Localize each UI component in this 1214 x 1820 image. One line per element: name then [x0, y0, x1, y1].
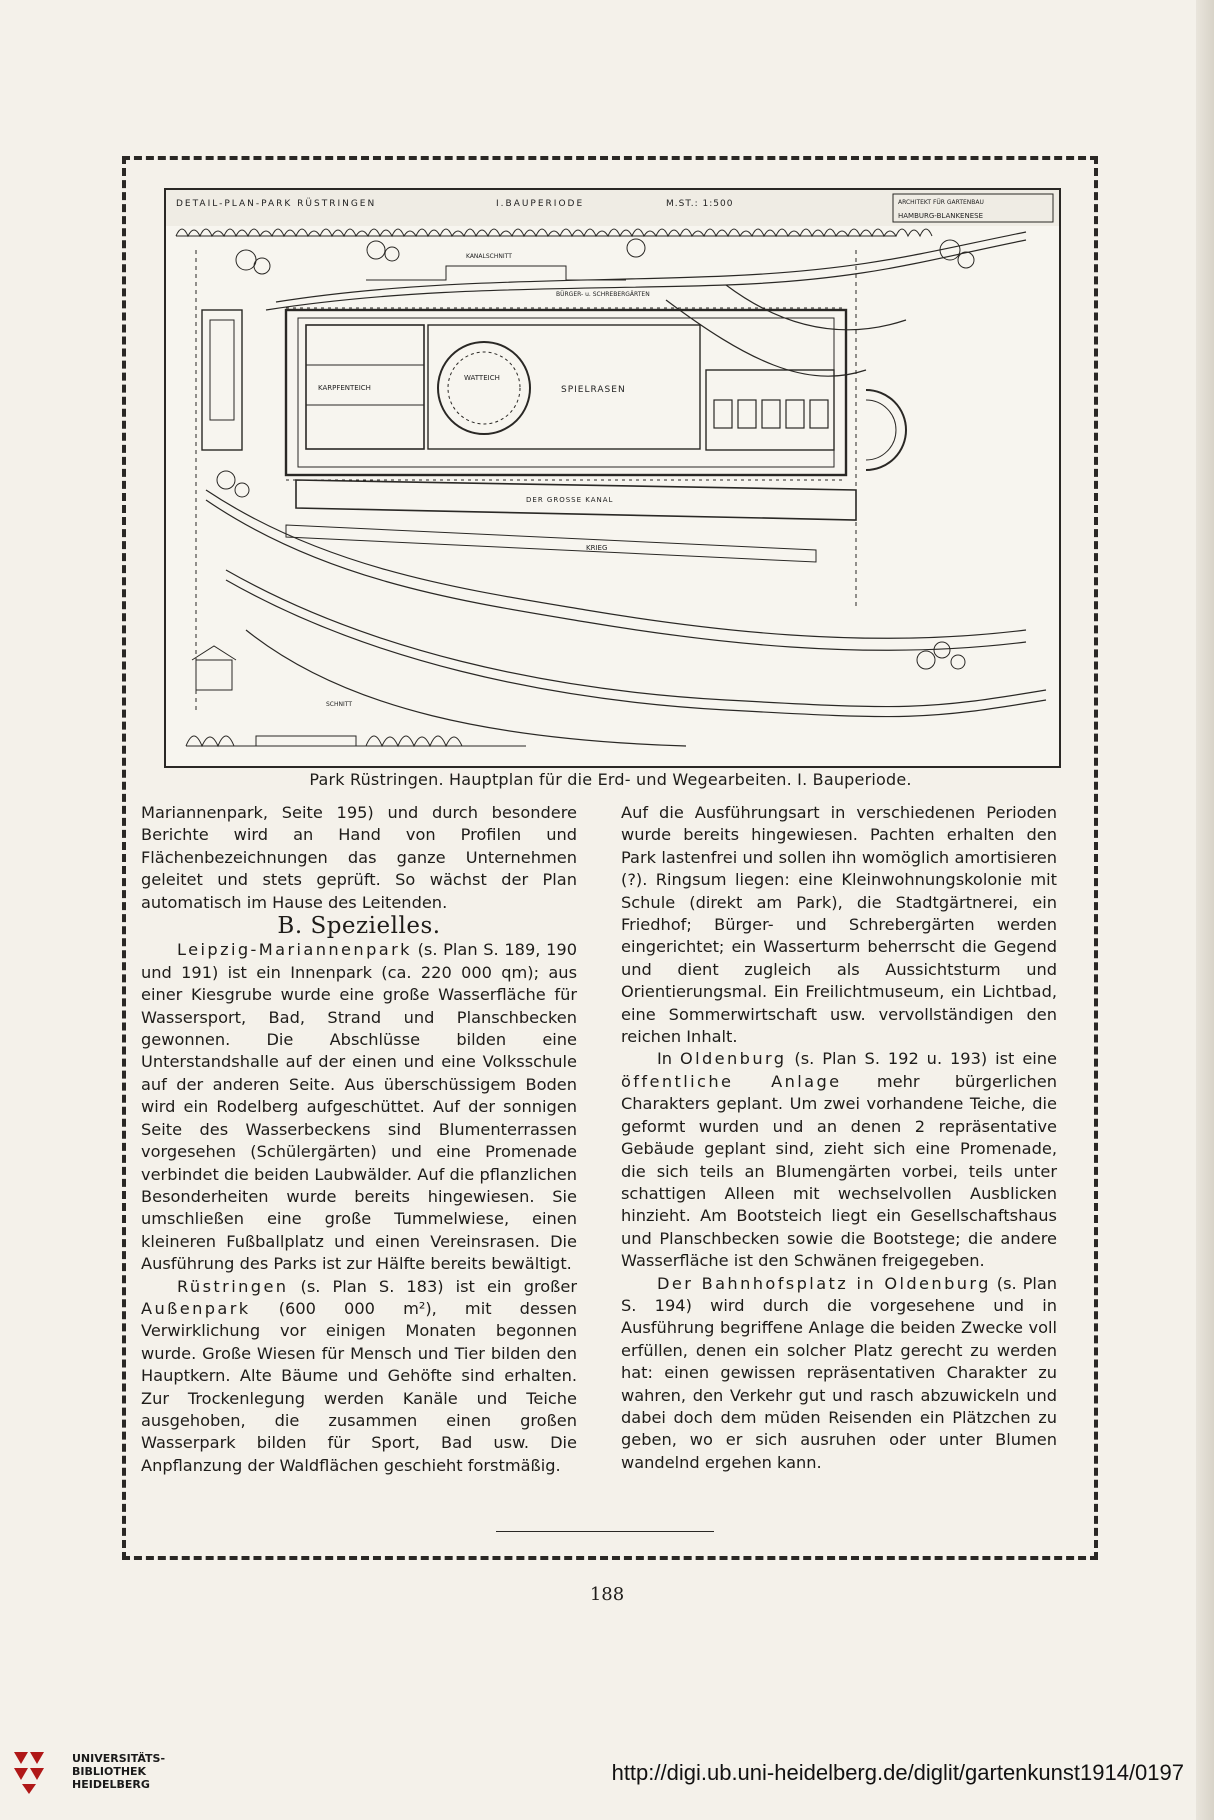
- plan-playing-field-label: SPIELRASEN: [561, 385, 626, 395]
- plan-carp-pond-label: KARPFENTEICH: [318, 384, 371, 392]
- plan-pond-label: WATTEICH: [464, 374, 500, 382]
- digitization-footer: [0, 1712, 1196, 1820]
- section-heading: B. Spezielles.: [277, 913, 441, 940]
- ruestringen-term: Rüstringen: [177, 1276, 289, 1296]
- plan-architect-city: HAMBURG-BLANKENESE: [898, 212, 984, 220]
- right-paragraph-2: [621, 1048, 1057, 1272]
- plan-title: DETAIL-PLAN-PARK RÜSTRINGEN: [176, 199, 377, 209]
- library-line-3: HEIDELBERG: [72, 1778, 150, 1791]
- library-line-1: UNIVERSITÄTS-: [72, 1752, 166, 1765]
- right-paragraph-3: [621, 1273, 1057, 1475]
- plan-canal-label: DER GROSSE KANAL: [526, 496, 614, 504]
- left-paragraph-3-text-b: (600 000 m²), mit dessen Verwirklichung vor einigen Monaten begonnen wurde. Große Wiesen für Mensch und Tier bilden den Hauptkern. Alte Bäume und Gehöfte sind erhalten. Zur Trockenlegung werden Kanäle und Teiche ausgehoben, die zusammen einen großen Wasserpark bilden für Sport, Bad usw. Die Anpflanzung der Waldflächen geschieht forstmäßig.: [141, 1298, 577, 1475]
- right-paragraph-2-text-b: mehr bürgerlichen Charakters geplant. Um zwei vorhandene Teiche, die geformt wurden und an denen 2 repräsentative Gebäude geplant sind, zieht sich eine Promenade, die sich teils an Blumengärten vorbei, teils unter schattigen Alleen mit wechselvollen Ausblicken hinzieht. Am Bootsteich liegt ein Gesellschaftshaus und Planschbecken sowie die Bootstege; die andere Wasserfläche ist den Schwänen freigegeben.: [621, 1071, 1058, 1271]
- left-paragraph-3-text-a: (s. Plan S. 183) ist ein großer: [288, 1276, 577, 1296]
- figure-caption: Park Rüstringen. Hauptplan für die Erd- und Wegearbeiten. I. Bauperiode.: [309, 770, 912, 789]
- leipzig-term: Leipzig-Mariannenpark: [177, 940, 412, 960]
- library-name: [72, 1752, 165, 1791]
- left-paragraph-2-text: (s. Plan S. 189, 190 und 191) ist ein Innenpark (ca. 220 000 qm); aus einer Kiesgrube wurde eine große Wasserfläche für Wassersport, Bad, Strand und Planschbecken gewonnen. Die Abschlüsse bilden eine Unterstandshalle auf der einen und eine Volksschule auf der anderen Seite. Aus überschüssigem Boden wird ein Rodelberg aufgeschüttet. Auf der sonnigen Seite des Wasserbeckens sind Blumenterrassen vorgesehen (Schülergärten) und eine Promenade verbindet die beiden Laubwälder. Auf die pflanzlichen Besonderheiten wurde bereits hingewiesen. Sie umschließen eine große Tummelwiese, einen kleineren Fußballplatz und einen Vereinsrasen. Die Ausführung des Parks ist zur Hälfte bereits bewältigt.: [141, 940, 577, 1274]
- aussenpark-term: Außenpark: [141, 1298, 251, 1318]
- right-paragraph-2-pre: In: [657, 1049, 680, 1069]
- park-plan-illustration: [164, 188, 1061, 768]
- plan-gardens-label: BÜRGER- u. SCHREBERGÄRTEN: [556, 291, 650, 298]
- right-paragraph-3-text: (s. Plan S. 194) wird durch die vorgesehene und in Ausführung begriffene Anlage die beiden Zwecke voll erfüllen, denen ein solcher Platz gerecht zu werden hat: einen gewissen repräsentativen Charakter zu wahren, den Verkehr gut und rasch abzuwickeln und dabei doch dem müden Reisenden ein Plätzchen zu geben, wo er sich ausruhen oder unter Blumen wandelnd ergehen kann.: [621, 1273, 1058, 1472]
- right-paragraph-2-text-a: (s. Plan S. 192 u. 193) ist eine: [786, 1049, 1057, 1069]
- plan-canal-section-label: KANALSCHNITT: [466, 253, 512, 260]
- left-paragraph-2: [141, 939, 577, 1275]
- left-paragraph-1: Mariannenpark, Seite 195) und durch besondere Berichte wird an Hand von Profilen und Flächenbezeichnungen das ganze Unternehmen geleitet und stets geprüft. So wächst der Plan automatisch im Hause des Leitenden.: [141, 803, 577, 912]
- end-rule: [496, 1531, 714, 1532]
- right-paragraph-1: Auf die Ausführungsart in verschiedenen Perioden wurde bereits hingewiesen. Pachten erhalten den Park lastenfrei und sollen ihn womöglich amortisieren (?). Ringsum liegen: eine Kleinwohnungskolonie mit Schule (direkt am Park), die Stadtgärtnerei, ein Friedhof; Bürger- und Schrebergärten werden eingerichtet; ein Wasserturm beherrscht die Gegend und dient zugleich als Aussichtsturm und Orientierungsmal. Ein Freilichtmuseum, ein Lichtbad, eine Sommerwirtschaft usw. vervollständigen den reichen Inhalt.: [621, 803, 1057, 1047]
- left-paragraph-3: [141, 1276, 577, 1478]
- page-number: 188: [589, 1584, 625, 1605]
- plan-section-label: SCHNITT: [326, 701, 352, 708]
- library-line-2: BIBLIOTHEK: [72, 1765, 147, 1778]
- left-column: [141, 802, 577, 1477]
- plan-architect: ARCHITEKT FÜR GARTENBAU: [898, 199, 984, 206]
- plan-creek-label: KRIEG: [586, 544, 608, 552]
- page-edge: [1196, 0, 1214, 1820]
- source-url-link[interactable]: http://digi.ub.uni-heidelberg.de/diglit/gartenkunst1914/0197: [611, 1760, 1184, 1785]
- plan-title-scale: M.ST.: 1:500: [666, 199, 734, 209]
- public-park-term: öffentliche Anlage: [621, 1071, 842, 1091]
- bahnhofsplatz-term: Der Bahnhofsplatz in Oldenburg: [657, 1273, 991, 1293]
- plan-title-period: I.BAUPERIODE: [496, 199, 585, 209]
- oldenburg-term: Oldenburg: [679, 1049, 787, 1069]
- university-seal-icon: [10, 1746, 66, 1796]
- right-column: [621, 802, 1057, 1474]
